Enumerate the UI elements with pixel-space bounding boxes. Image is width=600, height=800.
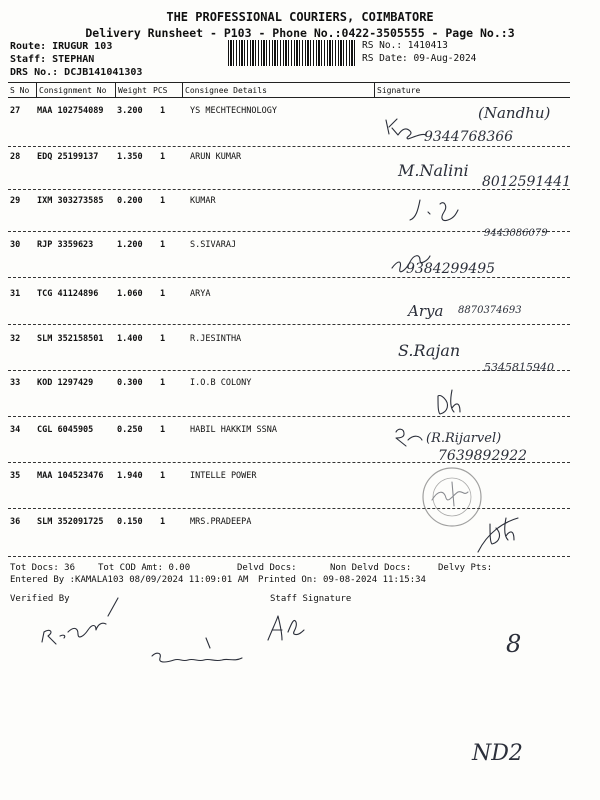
row-consignment: SLM 352091725 <box>37 517 104 527</box>
row-consignment: KOD 1297429 <box>37 378 94 388</box>
entered-by: Entered By :KAMALA103 08/09/2024 11:09:01 AM <box>10 575 249 585</box>
row-consignment: TCG 41124896 <box>37 289 99 299</box>
row-sno: 34 <box>10 425 21 435</box>
row-consignment: SLM 352158501 <box>37 334 104 344</box>
row-pcs: 1 <box>160 378 166 388</box>
row-consignee: MRS.PRADEEPA <box>190 517 252 527</box>
row-pcs: 1 <box>160 334 166 344</box>
handwritten-phone: 8012591441 <box>482 174 572 190</box>
row-consignee: KUMAR <box>190 196 216 206</box>
signature-scribble <box>438 390 460 414</box>
row-consignee: S.SIVARAJ <box>190 240 237 250</box>
row-pcs: 1 <box>160 196 166 206</box>
handwritten-phone: 9384299495 <box>406 261 496 277</box>
row-pcs: 1 <box>160 152 166 162</box>
non-delivered-docs: Non Delvd Docs: <box>330 563 412 573</box>
handwritten-name: S.Rajan <box>398 341 461 360</box>
row-consignee: R.JESINTHA <box>190 334 242 344</box>
handwritten-phone: 9344768366 <box>424 129 514 145</box>
row-consignment: EDQ 25199137 <box>37 152 99 162</box>
row-weight: 3.200 <box>117 106 143 116</box>
row-consignment: MAA 102754089 <box>37 106 104 116</box>
signature-scribble <box>396 429 422 446</box>
header-sno: S No <box>10 86 30 95</box>
row-sno: 31 <box>10 289 21 299</box>
row-weight: 1.060 <box>117 289 143 299</box>
staff-signature-scribble <box>268 616 304 640</box>
handwritten-name: Arya <box>408 302 444 320</box>
signature-scribble <box>478 518 518 552</box>
row-pcs: 1 <box>160 517 166 527</box>
row-weight: 1.200 <box>117 240 143 250</box>
verified-by-label: Verified By <box>10 594 70 604</box>
row-consignee: HABIL HAKKIM SSNA <box>190 425 277 435</box>
header-consignee: Consignee Details <box>185 86 267 95</box>
delivered-docs: Delvd Docs: <box>237 563 297 573</box>
handwritten-phone: 5345815940 <box>484 361 554 374</box>
row-pcs: 1 <box>160 425 166 435</box>
row-pcs: 1 <box>160 106 166 116</box>
row-weight: 1.350 <box>117 152 143 162</box>
runsheet-title: Delivery Runsheet - P103 - Phone No.:0422-3505555 - Page No.:3 <box>85 26 515 40</box>
header-signature: Signature <box>377 86 421 95</box>
row-sno: 33 <box>10 378 21 388</box>
handwritten-phone: 7639892922 <box>438 448 528 464</box>
row-weight: 0.200 <box>117 196 143 206</box>
row-sno: 35 <box>10 471 21 481</box>
handwritten-note: ND2 <box>472 741 523 766</box>
header-consignment: Consignment No <box>39 86 107 95</box>
row-pcs: 1 <box>160 289 166 299</box>
route-label: Route: IRUGUR 103 <box>10 41 113 52</box>
handwritten-name: (R.Rijarvel) <box>426 431 502 446</box>
delivery-points: Delvy Pts: <box>438 563 493 573</box>
header-pcs: PCS <box>153 86 168 95</box>
row-consignee: ARUN KUMAR <box>190 152 242 162</box>
total-docs: Tot Docs: 36 <box>10 563 76 573</box>
verifier-signature <box>42 598 118 644</box>
staff-label: Staff: STEPHAN <box>10 54 95 65</box>
rs-number: RS No.: 1410413 <box>362 40 448 51</box>
header-weight: Weight <box>118 86 147 95</box>
signature-scribble <box>410 200 458 221</box>
printed-on: Printed On: 09-08-2024 11:15:34 <box>258 575 426 585</box>
row-consignee: INTELLE POWER <box>190 471 257 481</box>
row-consignment: IXM 303273585 <box>37 196 104 206</box>
row-weight: 1.940 <box>117 471 143 481</box>
total-cod: Tot COD Amt: 0.00 <box>98 563 191 573</box>
handwritten-name: (Nandhu) <box>478 104 551 122</box>
signature-scribble <box>386 119 426 139</box>
row-weight: 1.400 <box>117 334 143 344</box>
row-sno: 36 <box>10 517 21 527</box>
handwritten-number: 8 <box>506 630 522 658</box>
staff-signature-label: Staff Signature <box>270 594 352 604</box>
row-consignee: ARYA <box>190 289 211 299</box>
row-consignment: MAA 104523476 <box>37 471 104 481</box>
row-sno: 28 <box>10 152 21 162</box>
row-weight: 0.250 <box>117 425 143 435</box>
handwritten-phone: 8870374693 <box>458 305 522 316</box>
row-sno: 29 <box>10 196 21 206</box>
handwritten-name: M.Nalini <box>398 161 469 180</box>
row-consignee: I.O.B COLONY <box>190 378 252 388</box>
rs-date: RS Date: 09-Aug-2024 <box>362 53 477 64</box>
row-sno: 30 <box>10 240 21 250</box>
row-consignee: YS MECHTECHNOLOGY <box>190 106 277 116</box>
handwritten-phone: 9443086079 <box>484 228 548 239</box>
row-sno: 27 <box>10 106 21 116</box>
company-title: THE PROFESSIONAL COURIERS, COIMBATORE <box>166 10 434 24</box>
delivery-stamp <box>423 468 481 526</box>
row-consignment: RJP 3359623 <box>37 240 94 250</box>
row-pcs: 1 <box>160 471 166 481</box>
row-pcs: 1 <box>160 240 166 250</box>
row-weight: 0.300 <box>117 378 143 388</box>
row-weight: 0.150 <box>117 517 143 527</box>
drs-label: DRS No.: DCJB141041303 <box>10 67 143 78</box>
row-consignment: CGL 6045905 <box>37 425 94 435</box>
staff-signature-scribble <box>152 638 242 662</box>
row-sno: 32 <box>10 334 21 344</box>
